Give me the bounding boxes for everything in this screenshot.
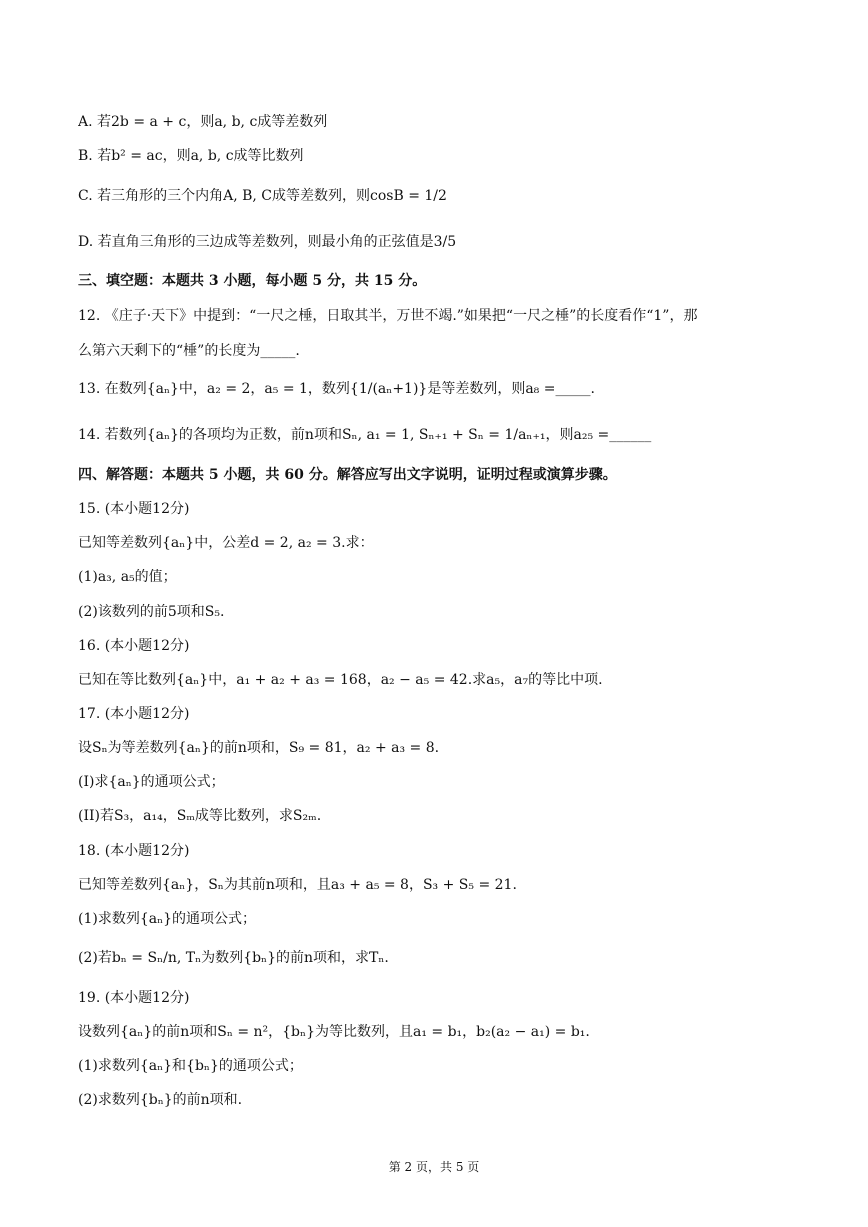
question-16-header: 16. (本小题12分) <box>78 638 190 654</box>
question-14: 14. 若数列{aₙ}的各项均为正数，前n项和Sₙ, a₁ = 1, Sₙ₊₁ + Sₙ = 1/aₙ₊₁，则a₂₅ =______ <box>78 427 652 443</box>
question-18-stem: 已知等差数列{aₙ}，Sₙ为其前n项和，且a₃ + a₅ = 8，S₃ + S₅ = 21. <box>78 877 517 893</box>
question-19-stem: 设数列{aₙ}的前n项和Sₙ = n²，{bₙ}为等比数列，且a₁ = b₁，b₂(a₂ − a₁) = b₁. <box>78 1024 590 1040</box>
question-15-part-2: (2)该数列的前5项和S₅. <box>78 604 225 620</box>
option-b: B. 若b² = ac，则a, b, c成等比数列 <box>78 148 304 164</box>
question-17-part-1: (I)求{aₙ}的通项公式； <box>78 774 225 790</box>
option-c: C. 若三角形的三个内角A, B, C成等差数列，则cosB = 1/2 <box>78 188 447 204</box>
question-18-header: 18. (本小题12分) <box>78 843 190 859</box>
question-18-part-2: (2)若bₙ = Sₙ/n, Tₙ为数列{bₙ}的前n项和，求Tₙ. <box>78 950 389 966</box>
option-a: A. 若2b = a + c，则a, b, c成等差数列 <box>78 114 328 130</box>
question-18-part-1: (1)求数列{aₙ}的通项公式； <box>78 911 257 927</box>
option-d: D. 若直角三角形的三边成等差数列，则最小角的正弦值是3/5 <box>78 234 457 250</box>
page-footer: 第 2 页，共 5 页 <box>388 1160 480 1174</box>
question-15-part-1: (1)a₃, a₅的值； <box>78 569 177 585</box>
question-16-stem: 已知在等比数列{aₙ}中，a₁ + a₂ + a₃ = 168，a₂ − a₅ = 42.求a₅，a₇的等比中项. <box>78 672 603 688</box>
question-15-stem: 已知等差数列{aₙ}中，公差d = 2, a₂ = 3.求： <box>78 535 374 551</box>
section-answer-heading: 四、解答题：本题共 5 小题，共 60 分。解答应写出文字说明，证明过程或演算步骤。 <box>78 467 617 483</box>
section-fill-in-heading: 三、填空题：本题共 3 小题，每小题 5 分，共 15 分。 <box>78 273 427 289</box>
question-17-header: 17. (本小题12分) <box>78 706 190 722</box>
question-19-header: 19. (本小题12分) <box>78 990 190 1006</box>
question-17-part-2: (II)若S₃，a₁₄，Sₘ成等比数列，求S₂ₘ. <box>78 808 322 824</box>
question-15-header: 15. (本小题12分) <box>78 501 190 517</box>
question-17-stem: 设Sₙ为等差数列{aₙ}的前n项和，S₉ = 81，a₂ + a₃ = 8. <box>78 740 440 756</box>
question-19-part-1: (1)求数列{aₙ}和{bₙ}的通项公式； <box>78 1058 303 1074</box>
question-12-line-2: 么第六天剩下的“棰”的长度为_____. <box>78 343 300 359</box>
question-13: 13. 在数列{aₙ}中，a₂ = 2，a₅ = 1，数列{1/(aₙ+1)}是等差数列，则a₈ =_____. <box>78 381 595 397</box>
question-12-line-1: 12. 《庄子·天下》中提到：“一尺之棰，日取其半，万世不竭.”如果把“一尺之棰”的长度看作“1”，那 <box>78 308 698 324</box>
question-19-part-2: (2)求数列{bₙ}的前n项和. <box>78 1092 243 1108</box>
